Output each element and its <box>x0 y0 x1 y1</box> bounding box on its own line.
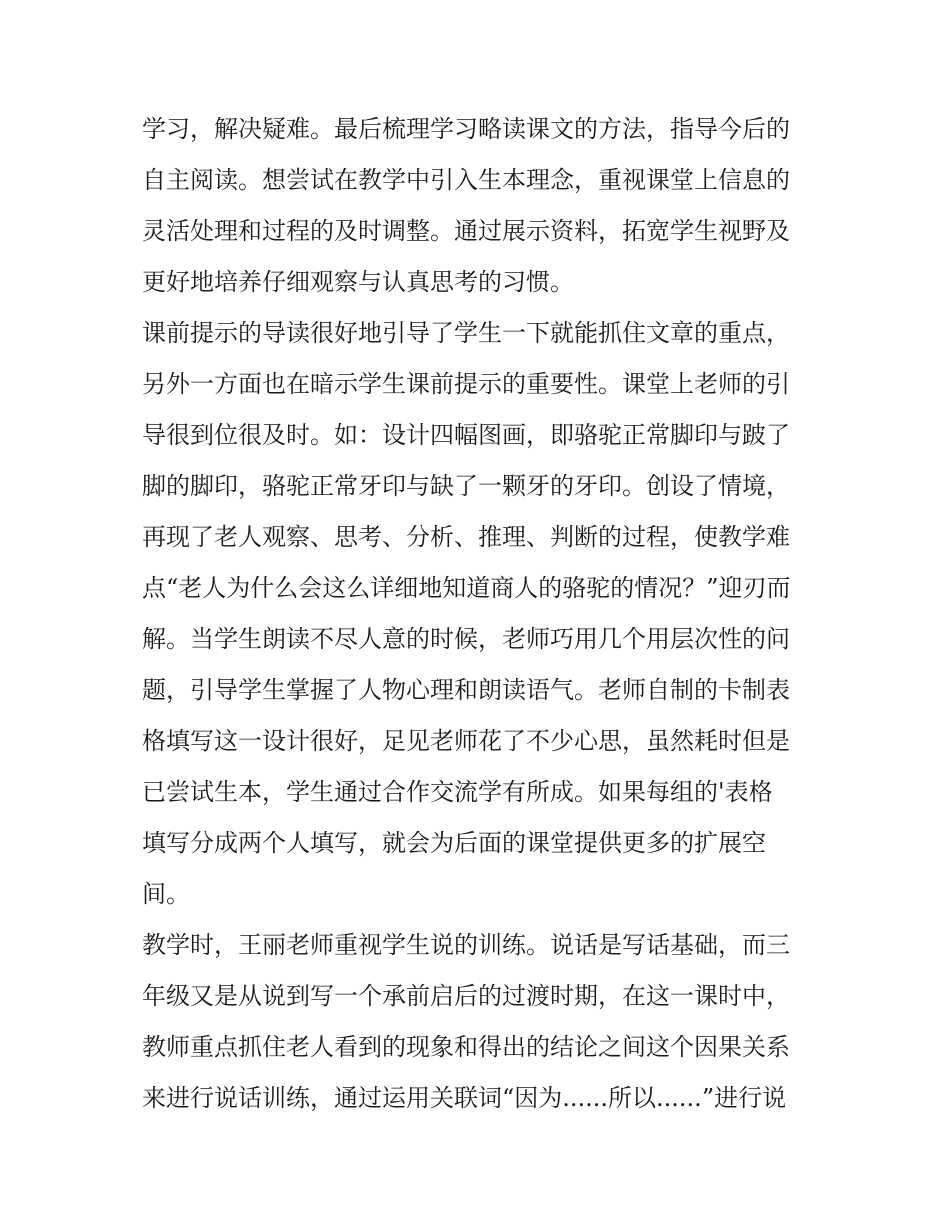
text-line-3: 灵活处理和过程的及时调整。通过展示资料，拓宽学生视野及 <box>142 217 790 245</box>
document-body <box>142 104 822 1124</box>
text-line-8: 脚的脚印，骆驼正常牙印与缺了一颗牙的牙印。创设了情境， <box>142 472 790 500</box>
text-line-5: 课前提示的导读很好地引导了学生一下就能抓住文章的重点， <box>142 319 790 347</box>
text-line-16: 间。 <box>142 880 190 908</box>
text-line-9: 再现了老人观察、思考、分析、推理、判断的过程，使教学难 <box>142 523 790 551</box>
text-line-15: 填写分成两个人填写，就会为后面的课堂提供更多的扩展空 <box>142 829 766 857</box>
text-line-20: 来进行说话训练，通过运用关联词“因为......所以......”进行说 <box>142 1084 787 1112</box>
text-line-17: 教学时，王丽老师重视学生说的训练。说话是写话基础，而三 <box>142 931 790 959</box>
text-line-4: 更好地培养仔细观察与认真思考的习惯。 <box>142 268 574 296</box>
text-line-10: 点“老人为什么会这么详细地知道商人的骆驼的情况？”迎刃而 <box>142 574 791 602</box>
text-line-14: 已尝试生本，学生通过合作交流学有所成。如果每组的'表格 <box>142 778 773 806</box>
text-line-2: 自主阅读。想尝试在教学中引入生本理念，重视课堂上信息的 <box>142 166 790 194</box>
text-line-19: 教师重点抓住老人看到的现象和得出的结论之间这个因果关系 <box>142 1033 790 1061</box>
text-line-13: 格填写这一设计很好，足见老师花了不少心思，虽然耗时但是 <box>142 727 790 755</box>
text-line-7: 导很到位很及时。如：设计四幅图画，即骆驼正常脚印与跛了 <box>142 421 790 449</box>
text-line-18: 年级又是从说到写一个承前启后的过渡时期，在这一课时中， <box>142 982 790 1010</box>
text-line-11: 解。当学生朗读不尽人意的时候，老师巧用几个用层次性的问 <box>142 625 790 653</box>
text-line-1: 学习，解决疑难。最后梳理学习略读课文的方法，指导今后的 <box>142 115 790 143</box>
text-line-12: 题，引导学生掌握了人物心理和朗读语气。老师自制的卡制表 <box>142 676 790 704</box>
text-line-6: 另外一方面也在暗示学生课前提示的重要性。课堂上老师的引 <box>142 370 790 398</box>
